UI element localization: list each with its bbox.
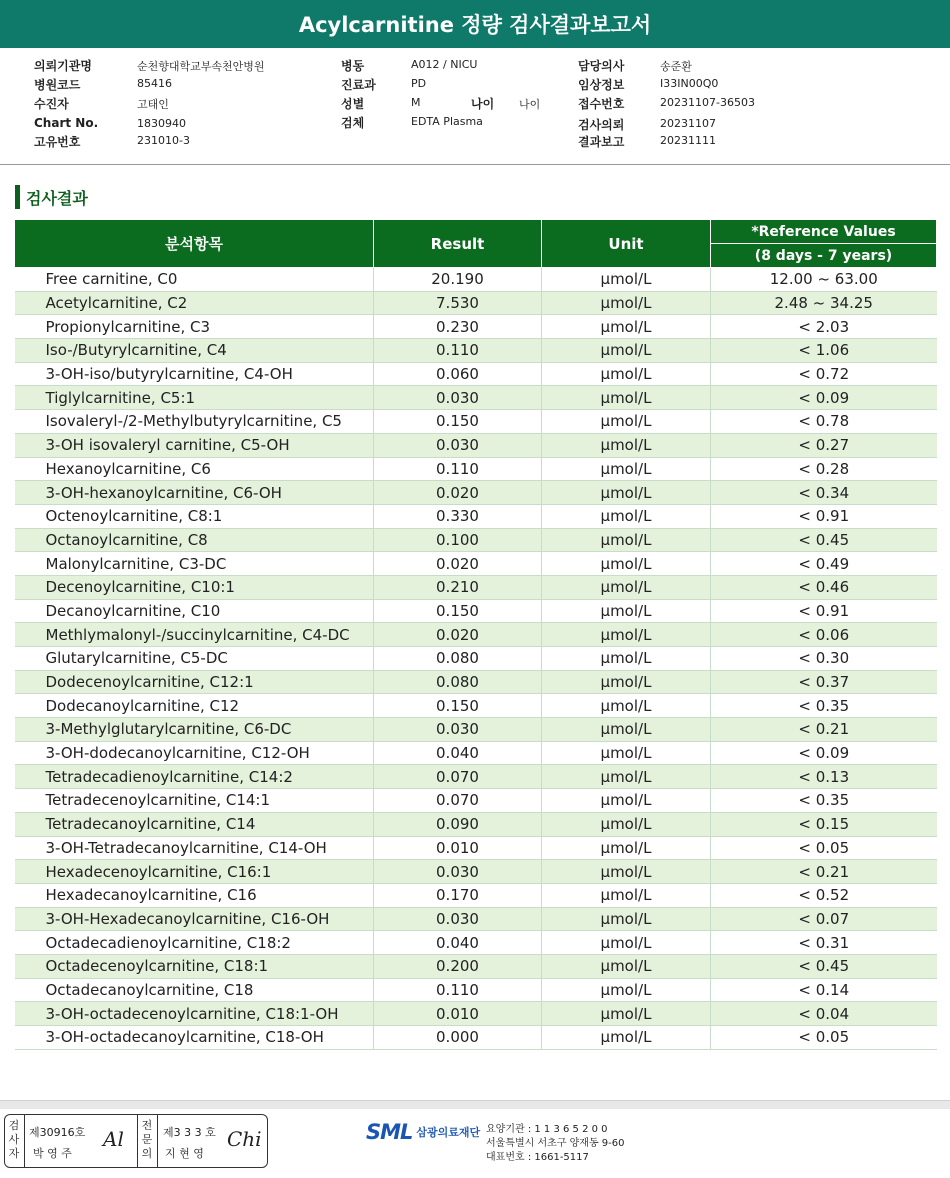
unit-value: μmol/L xyxy=(542,599,711,623)
reference-value: < 1.06 xyxy=(711,339,937,363)
table-row xyxy=(15,647,937,671)
report-title: Acylcarnitine 정량 검사결과보고서 xyxy=(0,0,950,48)
table-row xyxy=(15,836,937,860)
unit-value: μmol/L xyxy=(542,1002,711,1026)
unit-value: μmol/L xyxy=(542,410,711,434)
result-value: 0.170 xyxy=(374,883,542,907)
result-value: 0.080 xyxy=(374,670,542,694)
analyte-name: Tetradecadienoylcarnitine, C14:2 xyxy=(15,765,374,789)
info-label: 결과보고 xyxy=(578,135,625,149)
table-row xyxy=(15,410,937,434)
unit-value: μmol/L xyxy=(542,528,711,552)
result-value: 0.040 xyxy=(374,741,542,765)
analyte-name: Decanoylcarnitine, C10 xyxy=(15,599,374,623)
reference-value: < 0.04 xyxy=(711,1002,937,1026)
reference-value: < 0.72 xyxy=(711,362,937,386)
reference-value: < 0.46 xyxy=(711,575,937,599)
info-value: PD xyxy=(411,77,427,90)
unit-value: μmol/L xyxy=(542,457,711,481)
result-value: 0.030 xyxy=(374,860,542,884)
analyte-name: Decenoylcarnitine, C10:1 xyxy=(15,575,374,599)
info-value: 1830940 xyxy=(137,117,186,130)
analyte-name: Acetylcarnitine, C2 xyxy=(15,291,374,315)
table-row xyxy=(15,670,937,694)
analyte-name: Iso-/Butyrylcarnitine, C4 xyxy=(15,339,374,363)
info-label: 성별 xyxy=(341,97,365,111)
result-value: 0.110 xyxy=(374,978,542,1002)
sml-logo-icon: SML xyxy=(366,1120,413,1144)
result-value: 0.080 xyxy=(374,647,542,671)
analyte-name: Dodecenoylcarnitine, C12:1 xyxy=(15,670,374,694)
table-row xyxy=(15,765,937,789)
result-value: 0.210 xyxy=(374,575,542,599)
unit-value: μmol/L xyxy=(542,291,711,315)
table-row xyxy=(15,457,937,481)
result-value: 0.030 xyxy=(374,386,542,410)
info-value: 순천향대학교부속천안병원 xyxy=(137,60,265,73)
specialist-label: 전문의 xyxy=(141,1119,153,1160)
analyte-name: Isovaleryl-/2-Methylbutyrylcarnitine, C5 xyxy=(15,410,374,434)
reference-value: < 0.06 xyxy=(711,623,937,647)
analyte-name: Octadecenoylcarnitine, C18:1 xyxy=(15,954,374,978)
analyte-name: Octadecanoylcarnitine, C18 xyxy=(15,978,374,1002)
info-label: 담당의사 xyxy=(578,59,625,73)
result-value: 0.150 xyxy=(374,410,542,434)
signature-box xyxy=(4,1114,268,1168)
lab-phone: 대표번호 : 1661-5117 xyxy=(486,1152,589,1163)
reference-value: < 0.91 xyxy=(711,599,937,623)
info-value: 고태인 xyxy=(137,98,169,111)
reference-value: < 0.14 xyxy=(711,978,937,1002)
reference-value: < 2.03 xyxy=(711,315,937,339)
analyte-name: Glutarylcarnitine, C5-DC xyxy=(15,647,374,671)
unit-value: μmol/L xyxy=(542,552,711,576)
result-value: 0.070 xyxy=(374,789,542,813)
analyte-name: 3-OH isovaleryl carnitine, C5-OH xyxy=(15,433,374,457)
info-value: 20231107 xyxy=(660,117,716,130)
unit-value: μmol/L xyxy=(542,836,711,860)
examiner-signature: Al xyxy=(103,1127,124,1151)
table-row xyxy=(15,433,937,457)
reference-value: < 0.30 xyxy=(711,647,937,671)
specialist-name: 지 현 영 xyxy=(165,1147,204,1160)
reference-value: < 0.45 xyxy=(711,954,937,978)
unit-value: μmol/L xyxy=(542,789,711,813)
section-header xyxy=(15,185,88,209)
header-item: 분석항목 xyxy=(15,220,374,268)
table-row xyxy=(15,931,937,955)
examiner-name: 박 영 주 xyxy=(33,1147,72,1160)
info-label: 검체 xyxy=(341,116,365,130)
examiner-license: 제30916호 xyxy=(29,1126,86,1139)
result-value: 0.110 xyxy=(374,457,542,481)
reference-value: < 0.45 xyxy=(711,528,937,552)
analyte-name: Tetradecanoylcarnitine, C14 xyxy=(15,812,374,836)
table-row xyxy=(15,860,937,884)
patient-info-panel xyxy=(0,48,950,165)
analyte-name: Malonylcarnitine, C3-DC xyxy=(15,552,374,576)
info-value: A012 / NICU xyxy=(411,58,478,71)
table-row xyxy=(15,1026,937,1050)
reference-value: < 0.27 xyxy=(711,433,937,457)
info-value: EDTA Plasma xyxy=(411,115,483,128)
reference-value: < 0.35 xyxy=(711,694,937,718)
reference-value: < 0.91 xyxy=(711,504,937,528)
header-unit: Unit xyxy=(542,220,711,268)
info-label: 검사의뢰 xyxy=(578,118,625,132)
reference-value: < 0.21 xyxy=(711,718,937,742)
header-reference: *Reference Values xyxy=(711,220,937,244)
reference-value: < 0.28 xyxy=(711,457,937,481)
table-row xyxy=(15,718,937,742)
analyte-name: Dodecanoylcarnitine, C12 xyxy=(15,694,374,718)
analyte-name: 3-Methylglutarylcarnitine, C6-DC xyxy=(15,718,374,742)
table-row xyxy=(15,386,937,410)
reference-value: < 0.05 xyxy=(711,836,937,860)
analyte-name: 3-OH-Hexadecanoylcarnitine, C16-OH xyxy=(15,907,374,931)
result-value: 0.020 xyxy=(374,552,542,576)
table-row xyxy=(15,1002,937,1026)
specialist-license: 제3 3 3 호 xyxy=(163,1126,216,1139)
unit-value: μmol/L xyxy=(542,647,711,671)
analyte-name: Free carnitine, C0 xyxy=(15,268,374,292)
analyte-name: Propionylcarnitine, C3 xyxy=(15,315,374,339)
result-value: 0.110 xyxy=(374,339,542,363)
table-row xyxy=(15,954,937,978)
info-label: 임상정보 xyxy=(578,78,625,92)
results-table xyxy=(14,219,937,1050)
table-row xyxy=(15,978,937,1002)
analyte-name: Hexanoylcarnitine, C6 xyxy=(15,457,374,481)
info-label: Chart No. xyxy=(34,116,99,130)
result-value: 0.150 xyxy=(374,694,542,718)
result-value: 0.000 xyxy=(374,1026,542,1050)
reference-value: < 0.37 xyxy=(711,670,937,694)
result-value: 0.030 xyxy=(374,433,542,457)
section-marker xyxy=(15,185,20,209)
unit-value: μmol/L xyxy=(542,268,711,292)
unit-value: μmol/L xyxy=(542,362,711,386)
section-title: 검사결과 xyxy=(26,188,88,208)
table-row xyxy=(15,883,937,907)
analyte-name: Methlymalonyl-/succinylcarnitine, C4-DC xyxy=(15,623,374,647)
unit-value: μmol/L xyxy=(542,386,711,410)
result-value: 0.030 xyxy=(374,907,542,931)
unit-value: μmol/L xyxy=(542,883,711,907)
info-label: 병원코드 xyxy=(34,78,81,92)
table-row xyxy=(15,528,937,552)
unit-value: μmol/L xyxy=(542,315,711,339)
reference-value: 2.48 ~ 34.25 xyxy=(711,291,937,315)
info-value: 231010-3 xyxy=(137,134,190,147)
table-row xyxy=(15,694,937,718)
result-value: 0.020 xyxy=(374,481,542,505)
table-row xyxy=(15,362,937,386)
result-value: 0.010 xyxy=(374,1002,542,1026)
analyte-name: 3-OH-dodecanoylcarnitine, C12-OH xyxy=(15,741,374,765)
analyte-name: Octanoylcarnitine, C8 xyxy=(15,528,374,552)
reference-value: < 0.15 xyxy=(711,812,937,836)
unit-value: μmol/L xyxy=(542,433,711,457)
table-row xyxy=(15,741,937,765)
result-value: 0.150 xyxy=(374,599,542,623)
reference-value: < 0.52 xyxy=(711,883,937,907)
table-row xyxy=(15,623,937,647)
info-value: I33IN00Q0 xyxy=(660,77,719,90)
info-value: 20231107-36503 xyxy=(660,96,755,109)
analyte-name: Tiglylcarnitine, C5:1 xyxy=(15,386,374,410)
table-row xyxy=(15,339,937,363)
result-value: 20.190 xyxy=(374,268,542,292)
footer-divider xyxy=(0,1100,950,1109)
result-value: 0.060 xyxy=(374,362,542,386)
unit-value: μmol/L xyxy=(542,978,711,1002)
table-row xyxy=(15,812,937,836)
table-row xyxy=(15,504,937,528)
result-value: 0.040 xyxy=(374,931,542,955)
info-value: 송준환 xyxy=(660,60,692,73)
result-value: 0.230 xyxy=(374,315,542,339)
examiner-label: 검사자 xyxy=(8,1119,20,1160)
analyte-name: Tetradecenoylcarnitine, C14:1 xyxy=(15,789,374,813)
table-row xyxy=(15,789,937,813)
reference-value: < 0.21 xyxy=(711,860,937,884)
lab-contact-info xyxy=(486,1123,625,1165)
analyte-name: 3-OH-octadecanoylcarnitine, C18-OH xyxy=(15,1026,374,1050)
info-label: 병동 xyxy=(341,59,365,73)
table-row xyxy=(15,268,937,292)
result-value: 0.100 xyxy=(374,528,542,552)
info-value: 85416 xyxy=(137,77,172,90)
info-label: 진료과 xyxy=(341,78,376,92)
analyte-name: 3-OH-octadecenoylcarnitine, C18:1-OH xyxy=(15,1002,374,1026)
unit-value: μmol/L xyxy=(542,1026,711,1050)
unit-value: μmol/L xyxy=(542,504,711,528)
table-row xyxy=(15,575,937,599)
info-value: M xyxy=(411,96,421,109)
analyte-name: Octenoylcarnitine, C8:1 xyxy=(15,504,374,528)
unit-value: μmol/L xyxy=(542,741,711,765)
analyte-name: Octadecadienoylcarnitine, C18:2 xyxy=(15,931,374,955)
info-value: 20231111 xyxy=(660,134,716,147)
age-label: 나이 xyxy=(471,97,495,111)
analyte-name: Hexadecenoylcarnitine, C16:1 xyxy=(15,860,374,884)
table-row xyxy=(15,481,937,505)
age-value: 나이 xyxy=(519,98,541,111)
reference-value: < 0.49 xyxy=(711,552,937,576)
reference-value: < 0.13 xyxy=(711,765,937,789)
reference-value: 12.00 ~ 63.00 xyxy=(711,268,937,292)
unit-value: μmol/L xyxy=(542,575,711,599)
result-value: 0.010 xyxy=(374,836,542,860)
result-value: 0.330 xyxy=(374,504,542,528)
lab-logo xyxy=(366,1120,480,1144)
result-value: 0.070 xyxy=(374,765,542,789)
result-value: 0.030 xyxy=(374,718,542,742)
unit-value: μmol/L xyxy=(542,765,711,789)
specialist-signature: Chi xyxy=(227,1127,262,1151)
lab-address: 서울특별시 서초구 양재동 9-60 xyxy=(486,1138,625,1149)
reference-value: < 0.78 xyxy=(711,410,937,434)
unit-value: μmol/L xyxy=(542,812,711,836)
unit-value: μmol/L xyxy=(542,907,711,931)
result-value: 0.200 xyxy=(374,954,542,978)
lab-name: 삼광의료재단 xyxy=(416,1126,481,1139)
table-row xyxy=(15,315,937,339)
reference-value: < 0.07 xyxy=(711,907,937,931)
table-row xyxy=(15,599,937,623)
analyte-name: 3-OH-Tetradecanoylcarnitine, C14-OH xyxy=(15,836,374,860)
info-label: 수진자 xyxy=(34,97,69,111)
result-value: 0.020 xyxy=(374,623,542,647)
unit-value: μmol/L xyxy=(542,481,711,505)
unit-value: μmol/L xyxy=(542,718,711,742)
result-value: 7.530 xyxy=(374,291,542,315)
result-value: 0.090 xyxy=(374,812,542,836)
info-label: 고유번호 xyxy=(34,135,81,149)
unit-value: μmol/L xyxy=(542,954,711,978)
header-reference-range: (8 days - 7 years) xyxy=(711,244,937,268)
reference-value: < 0.31 xyxy=(711,931,937,955)
analyte-name: 3-OH-hexanoylcarnitine, C6-OH xyxy=(15,481,374,505)
unit-value: μmol/L xyxy=(542,670,711,694)
unit-value: μmol/L xyxy=(542,623,711,647)
info-label: 접수번호 xyxy=(578,97,625,111)
info-label: 의뢰기관명 xyxy=(34,59,92,73)
table-row xyxy=(15,291,937,315)
reference-value: < 0.09 xyxy=(711,386,937,410)
table-row xyxy=(15,552,937,576)
analyte-name: Hexadecanoylcarnitine, C16 xyxy=(15,883,374,907)
reference-value: < 0.35 xyxy=(711,789,937,813)
reference-value: < 0.05 xyxy=(711,1026,937,1050)
unit-value: μmol/L xyxy=(542,339,711,363)
header-result: Result xyxy=(374,220,542,268)
unit-value: μmol/L xyxy=(542,860,711,884)
lab-code: 요양기관 : 1 1 3 6 5 2 0 0 xyxy=(486,1124,608,1135)
unit-value: μmol/L xyxy=(542,694,711,718)
analyte-name: 3-OH-iso/butyrylcarnitine, C4-OH xyxy=(15,362,374,386)
reference-value: < 0.34 xyxy=(711,481,937,505)
reference-value: < 0.09 xyxy=(711,741,937,765)
table-row xyxy=(15,907,937,931)
unit-value: μmol/L xyxy=(542,931,711,955)
